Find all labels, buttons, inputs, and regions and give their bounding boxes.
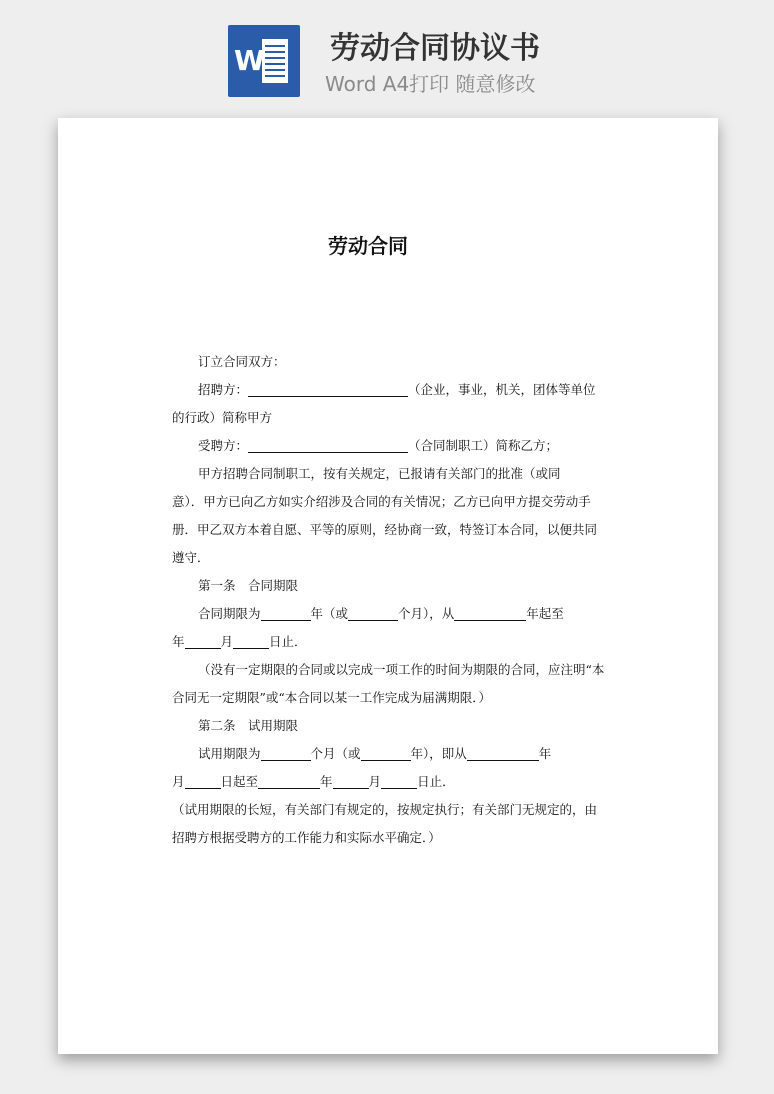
blank-line	[248, 382, 408, 397]
text-segment: （企业，事业，机关，团体等单位	[408, 382, 596, 397]
document-title: 劳动合同	[328, 234, 408, 258]
banner-title: 劳动合同协议书	[330, 31, 540, 66]
banner-subtitle: Word A4打印 随意修改	[325, 72, 536, 96]
text-line: 订立合同双方：	[198, 354, 286, 369]
text-line: 甲方招聘合同制职工，按有关规定，已报请有关部门的批准（或同	[198, 466, 561, 481]
header-banner	[0, 0, 774, 118]
text-segment: 月	[368, 774, 382, 789]
text-segment: 日起至	[220, 774, 259, 789]
text-segment: 年	[538, 746, 552, 761]
blank-line	[348, 606, 398, 621]
text-line	[172, 740, 602, 768]
text-line	[172, 432, 602, 460]
text-line	[172, 768, 602, 796]
text-segment: 合同期限为	[198, 606, 261, 621]
text-line: 合同无一定期限”或“本合同以某一工作完成为届满期限．）	[172, 690, 492, 705]
text-line	[172, 600, 602, 628]
text-segment: （合同制职工）简称乙方；	[408, 438, 559, 453]
document-lines-icon	[262, 39, 288, 83]
text-segment: 个月（或	[310, 746, 361, 761]
text-line: （没有一定期限的合同或以完成一项工作的时间为期限的合同，应注明“本	[198, 662, 605, 677]
article-heading: 第一条 合同期限	[198, 578, 299, 593]
text-segment: 日止．	[417, 774, 455, 789]
label-employee: 受聘方：	[198, 438, 249, 453]
blank-line	[233, 634, 269, 649]
article-heading: 第二条 试用期限	[198, 718, 299, 733]
text-segment: 年起至	[526, 606, 564, 621]
blank-line	[185, 774, 221, 789]
word-icon	[228, 25, 300, 97]
blank-line	[248, 438, 408, 453]
text-line: 遵守．	[172, 550, 210, 565]
document-page	[58, 118, 718, 1054]
text-segment: 日止．	[269, 634, 307, 649]
blank-line	[261, 746, 311, 761]
blank-line	[261, 606, 311, 621]
text-line: 册．甲乙双方本着自愿、平等的原则，经协商一致，特签订本合同，以便共同	[172, 522, 598, 537]
blank-line	[381, 774, 417, 789]
blank-line	[185, 634, 221, 649]
blank-line	[454, 606, 526, 621]
text-segment: 个月），从	[398, 606, 455, 621]
text-line: （试用期限的长短，有关部门有规定的，按规定执行；有关部门无规定的，由	[172, 802, 598, 817]
blank-line	[333, 774, 369, 789]
text-segment: 试用期限为	[198, 746, 261, 761]
text-segment: 年	[320, 774, 333, 789]
text-segment: 年），即从	[410, 746, 467, 761]
text-segment: 月	[172, 774, 185, 789]
blank-line	[467, 746, 539, 761]
label-recruiter: 招聘方：	[198, 382, 249, 397]
text-line: 意）．甲方已向乙方如实介绍涉及合同的有关情况；乙方已向甲方提交劳动手	[172, 494, 591, 509]
blank-line	[361, 746, 411, 761]
document-body	[172, 348, 605, 852]
text-line	[172, 628, 602, 656]
text-segment: 年	[172, 634, 185, 649]
text-segment: 年（或	[310, 606, 349, 621]
text-segment: 月	[220, 634, 234, 649]
word-logo-letter: W	[234, 44, 265, 77]
text-line: 的行政）简称甲方	[172, 410, 273, 425]
text-line	[172, 376, 602, 404]
text-line: 招聘方根据受聘方的工作能力和实际水平确定．）	[172, 830, 441, 845]
blank-line	[258, 774, 320, 789]
